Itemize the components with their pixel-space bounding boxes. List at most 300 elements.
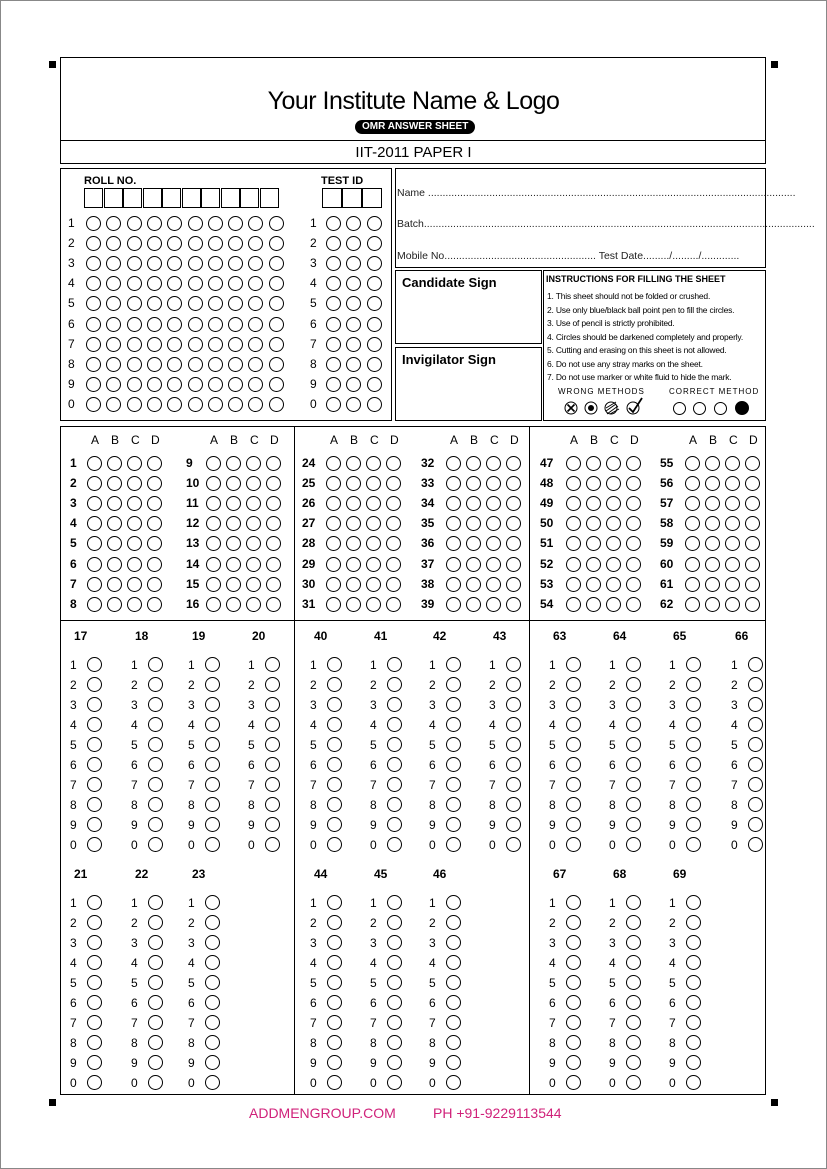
integer-bubble[interactable] xyxy=(506,737,521,752)
roll-bubble[interactable] xyxy=(167,377,182,392)
integer-bubble[interactable] xyxy=(566,697,581,712)
integer-bubble[interactable] xyxy=(327,1035,342,1050)
integer-bubble[interactable] xyxy=(686,1055,701,1070)
integer-bubble[interactable] xyxy=(626,777,641,792)
integer-bubble[interactable] xyxy=(446,677,461,692)
integer-bubble[interactable] xyxy=(626,895,641,910)
integer-bubble[interactable] xyxy=(265,837,280,852)
roll-bubble[interactable] xyxy=(188,296,203,311)
test-id-bubble[interactable] xyxy=(326,337,341,352)
roll-bubble[interactable] xyxy=(167,337,182,352)
roll-bubble[interactable] xyxy=(269,276,284,291)
answer-bubble[interactable] xyxy=(566,577,581,592)
integer-bubble[interactable] xyxy=(87,717,102,732)
roll-bubble[interactable] xyxy=(269,377,284,392)
integer-bubble[interactable] xyxy=(205,757,220,772)
integer-bubble[interactable] xyxy=(205,837,220,852)
integer-bubble[interactable] xyxy=(205,995,220,1010)
answer-bubble[interactable] xyxy=(386,476,401,491)
answer-bubble[interactable] xyxy=(246,557,261,572)
answer-bubble[interactable] xyxy=(266,597,281,612)
roll-write-cell[interactable] xyxy=(240,188,259,208)
roll-bubble[interactable] xyxy=(106,357,121,372)
roll-bubble[interactable] xyxy=(147,256,162,271)
roll-bubble[interactable] xyxy=(248,357,263,372)
test-id-bubble[interactable] xyxy=(367,236,382,251)
test-id-bubble[interactable] xyxy=(326,357,341,372)
test-id-bubble[interactable] xyxy=(326,377,341,392)
integer-bubble[interactable] xyxy=(387,995,402,1010)
integer-bubble[interactable] xyxy=(626,737,641,752)
integer-bubble[interactable] xyxy=(265,657,280,672)
integer-bubble[interactable] xyxy=(327,697,342,712)
answer-bubble[interactable] xyxy=(725,597,740,612)
answer-bubble[interactable] xyxy=(87,557,102,572)
integer-bubble[interactable] xyxy=(327,677,342,692)
integer-bubble[interactable] xyxy=(626,797,641,812)
integer-bubble[interactable] xyxy=(265,817,280,832)
integer-bubble[interactable] xyxy=(626,757,641,772)
answer-bubble[interactable] xyxy=(266,577,281,592)
integer-bubble[interactable] xyxy=(626,717,641,732)
test-id-bubble[interactable] xyxy=(367,216,382,231)
roll-bubble[interactable] xyxy=(269,296,284,311)
answer-bubble[interactable] xyxy=(87,476,102,491)
integer-bubble[interactable] xyxy=(205,797,220,812)
integer-bubble[interactable] xyxy=(686,697,701,712)
roll-bubble[interactable] xyxy=(167,397,182,412)
answer-bubble[interactable] xyxy=(326,577,341,592)
integer-bubble[interactable] xyxy=(87,677,102,692)
roll-bubble[interactable] xyxy=(188,276,203,291)
integer-bubble[interactable] xyxy=(566,895,581,910)
roll-bubble[interactable] xyxy=(188,256,203,271)
answer-bubble[interactable] xyxy=(366,456,381,471)
answer-bubble[interactable] xyxy=(386,557,401,572)
answer-bubble[interactable] xyxy=(586,476,601,491)
answer-bubble[interactable] xyxy=(606,456,621,471)
roll-bubble[interactable] xyxy=(167,317,182,332)
roll-bubble[interactable] xyxy=(127,337,142,352)
integer-bubble[interactable] xyxy=(327,837,342,852)
roll-bubble[interactable] xyxy=(86,397,101,412)
roll-bubble[interactable] xyxy=(127,236,142,251)
answer-bubble[interactable] xyxy=(466,476,481,491)
integer-bubble[interactable] xyxy=(566,1075,581,1090)
answer-bubble[interactable] xyxy=(326,476,341,491)
answer-bubble[interactable] xyxy=(346,557,361,572)
answer-bubble[interactable] xyxy=(107,597,122,612)
answer-bubble[interactable] xyxy=(386,456,401,471)
integer-bubble[interactable] xyxy=(446,777,461,792)
test-id-bubble[interactable] xyxy=(367,256,382,271)
integer-bubble[interactable] xyxy=(205,1035,220,1050)
integer-bubble[interactable] xyxy=(748,657,763,672)
integer-bubble[interactable] xyxy=(626,955,641,970)
answer-bubble[interactable] xyxy=(725,557,740,572)
integer-bubble[interactable] xyxy=(387,817,402,832)
integer-bubble[interactable] xyxy=(748,757,763,772)
answer-bubble[interactable] xyxy=(147,577,162,592)
integer-bubble[interactable] xyxy=(205,777,220,792)
integer-bubble[interactable] xyxy=(327,817,342,832)
integer-bubble[interactable] xyxy=(205,1055,220,1070)
answer-bubble[interactable] xyxy=(266,557,281,572)
roll-bubble[interactable] xyxy=(127,276,142,291)
roll-bubble[interactable] xyxy=(86,377,101,392)
integer-bubble[interactable] xyxy=(148,895,163,910)
test-id-bubble[interactable] xyxy=(367,317,382,332)
integer-bubble[interactable] xyxy=(506,697,521,712)
integer-bubble[interactable] xyxy=(387,777,402,792)
integer-bubble[interactable] xyxy=(566,837,581,852)
integer-bubble[interactable] xyxy=(446,935,461,950)
answer-bubble[interactable] xyxy=(386,577,401,592)
integer-bubble[interactable] xyxy=(87,697,102,712)
roll-bubble[interactable] xyxy=(86,357,101,372)
answer-bubble[interactable] xyxy=(226,476,241,491)
answer-bubble[interactable] xyxy=(147,597,162,612)
integer-bubble[interactable] xyxy=(265,757,280,772)
answer-bubble[interactable] xyxy=(147,557,162,572)
integer-bubble[interactable] xyxy=(446,1075,461,1090)
answer-bubble[interactable] xyxy=(586,557,601,572)
integer-bubble[interactable] xyxy=(446,717,461,732)
answer-bubble[interactable] xyxy=(366,476,381,491)
roll-bubble[interactable] xyxy=(208,337,223,352)
test-id-bubble[interactable] xyxy=(367,337,382,352)
roll-bubble[interactable] xyxy=(167,357,182,372)
integer-bubble[interactable] xyxy=(686,817,701,832)
integer-bubble[interactable] xyxy=(566,935,581,950)
integer-bubble[interactable] xyxy=(446,1035,461,1050)
integer-bubble[interactable] xyxy=(686,797,701,812)
integer-bubble[interactable] xyxy=(148,657,163,672)
integer-bubble[interactable] xyxy=(446,975,461,990)
integer-bubble[interactable] xyxy=(327,757,342,772)
answer-bubble[interactable] xyxy=(566,557,581,572)
answer-bubble[interactable] xyxy=(745,597,760,612)
answer-bubble[interactable] xyxy=(466,597,481,612)
answer-bubble[interactable] xyxy=(725,456,740,471)
batch-field[interactable]: Batch...................................................................................................................................... xyxy=(397,218,815,230)
answer-bubble[interactable] xyxy=(506,597,521,612)
answer-bubble[interactable] xyxy=(266,476,281,491)
integer-bubble[interactable] xyxy=(265,737,280,752)
integer-bubble[interactable] xyxy=(566,757,581,772)
roll-bubble[interactable] xyxy=(269,256,284,271)
roll-write-cell[interactable] xyxy=(123,188,142,208)
roll-bubble[interactable] xyxy=(208,317,223,332)
test-id-bubble[interactable] xyxy=(367,377,382,392)
integer-bubble[interactable] xyxy=(566,717,581,732)
integer-bubble[interactable] xyxy=(566,915,581,930)
answer-bubble[interactable] xyxy=(626,577,641,592)
integer-bubble[interactable] xyxy=(446,797,461,812)
integer-bubble[interactable] xyxy=(626,1075,641,1090)
integer-bubble[interactable] xyxy=(87,915,102,930)
integer-bubble[interactable] xyxy=(387,1055,402,1070)
answer-bubble[interactable] xyxy=(486,476,501,491)
answer-bubble[interactable] xyxy=(606,476,621,491)
answer-bubble[interactable] xyxy=(586,577,601,592)
integer-bubble[interactable] xyxy=(327,797,342,812)
integer-bubble[interactable] xyxy=(327,1075,342,1090)
integer-bubble[interactable] xyxy=(148,955,163,970)
integer-bubble[interactable] xyxy=(148,935,163,950)
integer-bubble[interactable] xyxy=(686,995,701,1010)
integer-bubble[interactable] xyxy=(387,1075,402,1090)
roll-bubble[interactable] xyxy=(106,317,121,332)
integer-bubble[interactable] xyxy=(566,1035,581,1050)
integer-bubble[interactable] xyxy=(686,837,701,852)
roll-bubble[interactable] xyxy=(248,317,263,332)
roll-bubble[interactable] xyxy=(188,216,203,231)
integer-bubble[interactable] xyxy=(566,995,581,1010)
integer-bubble[interactable] xyxy=(205,737,220,752)
answer-bubble[interactable] xyxy=(87,577,102,592)
integer-bubble[interactable] xyxy=(87,935,102,950)
answer-bubble[interactable] xyxy=(127,557,142,572)
integer-bubble[interactable] xyxy=(686,915,701,930)
roll-bubble[interactable] xyxy=(106,337,121,352)
integer-bubble[interactable] xyxy=(446,737,461,752)
roll-bubble[interactable] xyxy=(228,357,243,372)
answer-bubble[interactable] xyxy=(486,456,501,471)
integer-bubble[interactable] xyxy=(506,757,521,772)
integer-bubble[interactable] xyxy=(626,915,641,930)
answer-bubble[interactable] xyxy=(745,577,760,592)
answer-bubble[interactable] xyxy=(685,456,700,471)
integer-bubble[interactable] xyxy=(87,1075,102,1090)
roll-bubble[interactable] xyxy=(208,357,223,372)
answer-bubble[interactable] xyxy=(346,456,361,471)
test-id-bubble[interactable] xyxy=(346,377,361,392)
roll-bubble[interactable] xyxy=(188,397,203,412)
integer-bubble[interactable] xyxy=(626,975,641,990)
integer-bubble[interactable] xyxy=(387,737,402,752)
answer-bubble[interactable] xyxy=(725,476,740,491)
answer-bubble[interactable] xyxy=(486,597,501,612)
answer-bubble[interactable] xyxy=(705,557,720,572)
integer-bubble[interactable] xyxy=(148,1055,163,1070)
integer-bubble[interactable] xyxy=(387,915,402,930)
answer-bubble[interactable] xyxy=(466,577,481,592)
integer-bubble[interactable] xyxy=(87,1035,102,1050)
roll-bubble[interactable] xyxy=(86,317,101,332)
integer-bubble[interactable] xyxy=(748,837,763,852)
integer-bubble[interactable] xyxy=(446,757,461,772)
integer-bubble[interactable] xyxy=(686,895,701,910)
answer-bubble[interactable] xyxy=(446,476,461,491)
integer-bubble[interactable] xyxy=(686,975,701,990)
integer-bubble[interactable] xyxy=(387,895,402,910)
answer-bubble[interactable] xyxy=(506,456,521,471)
integer-bubble[interactable] xyxy=(87,1015,102,1030)
roll-bubble[interactable] xyxy=(208,397,223,412)
integer-bubble[interactable] xyxy=(566,737,581,752)
integer-bubble[interactable] xyxy=(205,1015,220,1030)
answer-bubble[interactable] xyxy=(705,456,720,471)
integer-bubble[interactable] xyxy=(87,895,102,910)
answer-bubble[interactable] xyxy=(685,577,700,592)
roll-bubble[interactable] xyxy=(147,317,162,332)
integer-bubble[interactable] xyxy=(387,955,402,970)
roll-bubble[interactable] xyxy=(127,317,142,332)
answer-bubble[interactable] xyxy=(246,577,261,592)
answer-bubble[interactable] xyxy=(206,456,221,471)
integer-bubble[interactable] xyxy=(148,757,163,772)
integer-bubble[interactable] xyxy=(748,677,763,692)
answer-bubble[interactable] xyxy=(705,597,720,612)
integer-bubble[interactable] xyxy=(446,995,461,1010)
integer-bubble[interactable] xyxy=(686,955,701,970)
test-id-bubble[interactable] xyxy=(367,397,382,412)
answer-bubble[interactable] xyxy=(745,557,760,572)
integer-bubble[interactable] xyxy=(327,1015,342,1030)
answer-bubble[interactable] xyxy=(127,577,142,592)
integer-bubble[interactable] xyxy=(387,975,402,990)
integer-bubble[interactable] xyxy=(205,697,220,712)
integer-bubble[interactable] xyxy=(148,777,163,792)
test-id-bubble[interactable] xyxy=(346,357,361,372)
integer-bubble[interactable] xyxy=(626,935,641,950)
answer-bubble[interactable] xyxy=(626,557,641,572)
integer-bubble[interactable] xyxy=(566,817,581,832)
roll-bubble[interactable] xyxy=(86,236,101,251)
answer-bubble[interactable] xyxy=(446,557,461,572)
integer-bubble[interactable] xyxy=(626,677,641,692)
answer-bubble[interactable] xyxy=(506,577,521,592)
integer-bubble[interactable] xyxy=(148,797,163,812)
roll-bubble[interactable] xyxy=(248,337,263,352)
integer-bubble[interactable] xyxy=(387,657,402,672)
answer-bubble[interactable] xyxy=(446,597,461,612)
integer-bubble[interactable] xyxy=(327,737,342,752)
answer-bubble[interactable] xyxy=(566,476,581,491)
answer-bubble[interactable] xyxy=(566,597,581,612)
roll-bubble[interactable] xyxy=(228,317,243,332)
roll-bubble[interactable] xyxy=(228,216,243,231)
answer-bubble[interactable] xyxy=(147,456,162,471)
answer-bubble[interactable] xyxy=(366,597,381,612)
integer-bubble[interactable] xyxy=(566,657,581,672)
integer-bubble[interactable] xyxy=(327,955,342,970)
integer-bubble[interactable] xyxy=(748,717,763,732)
roll-bubble[interactable] xyxy=(228,377,243,392)
test-id-bubble[interactable] xyxy=(326,236,341,251)
answer-bubble[interactable] xyxy=(226,557,241,572)
integer-bubble[interactable] xyxy=(626,1055,641,1070)
integer-bubble[interactable] xyxy=(387,837,402,852)
test-id-bubble[interactable] xyxy=(367,276,382,291)
integer-bubble[interactable] xyxy=(506,717,521,732)
test-id-bubble[interactable] xyxy=(346,317,361,332)
integer-bubble[interactable] xyxy=(87,777,102,792)
answer-bubble[interactable] xyxy=(266,456,281,471)
test-id-bubble[interactable] xyxy=(367,357,382,372)
roll-bubble[interactable] xyxy=(208,216,223,231)
answer-bubble[interactable] xyxy=(685,476,700,491)
roll-bubble[interactable] xyxy=(188,337,203,352)
answer-bubble[interactable] xyxy=(626,476,641,491)
mobile-field[interactable]: Mobile No.................................................... Test Date........./........./............. xyxy=(397,250,740,262)
integer-bubble[interactable] xyxy=(387,935,402,950)
answer-bubble[interactable] xyxy=(206,597,221,612)
roll-bubble[interactable] xyxy=(127,397,142,412)
integer-bubble[interactable] xyxy=(148,737,163,752)
answer-bubble[interactable] xyxy=(606,577,621,592)
answer-bubble[interactable] xyxy=(107,577,122,592)
integer-bubble[interactable] xyxy=(686,1015,701,1030)
integer-bubble[interactable] xyxy=(87,975,102,990)
integer-bubble[interactable] xyxy=(686,757,701,772)
integer-bubble[interactable] xyxy=(387,797,402,812)
integer-bubble[interactable] xyxy=(87,657,102,672)
integer-bubble[interactable] xyxy=(265,717,280,732)
integer-bubble[interactable] xyxy=(87,955,102,970)
answer-bubble[interactable] xyxy=(107,557,122,572)
answer-bubble[interactable] xyxy=(107,476,122,491)
test-id-bubble[interactable] xyxy=(326,397,341,412)
roll-bubble[interactable] xyxy=(208,276,223,291)
answer-bubble[interactable] xyxy=(685,597,700,612)
name-field[interactable]: Name .............................................................................................................................. xyxy=(397,187,796,199)
integer-bubble[interactable] xyxy=(566,955,581,970)
roll-write-cell[interactable] xyxy=(104,188,123,208)
integer-bubble[interactable] xyxy=(87,817,102,832)
integer-bubble[interactable] xyxy=(87,737,102,752)
answer-bubble[interactable] xyxy=(346,597,361,612)
roll-bubble[interactable] xyxy=(127,357,142,372)
answer-bubble[interactable] xyxy=(446,577,461,592)
test-id-write-cell[interactable] xyxy=(342,188,362,208)
roll-bubble[interactable] xyxy=(86,216,101,231)
integer-bubble[interactable] xyxy=(327,1055,342,1070)
integer-bubble[interactable] xyxy=(148,995,163,1010)
answer-bubble[interactable] xyxy=(206,476,221,491)
integer-bubble[interactable] xyxy=(626,697,641,712)
integer-bubble[interactable] xyxy=(506,677,521,692)
answer-bubble[interactable] xyxy=(626,597,641,612)
answer-bubble[interactable] xyxy=(446,456,461,471)
answer-bubble[interactable] xyxy=(107,456,122,471)
answer-bubble[interactable] xyxy=(326,597,341,612)
roll-bubble[interactable] xyxy=(269,317,284,332)
integer-bubble[interactable] xyxy=(446,1055,461,1070)
integer-bubble[interactable] xyxy=(626,995,641,1010)
answer-bubble[interactable] xyxy=(366,557,381,572)
answer-bubble[interactable] xyxy=(386,597,401,612)
roll-write-cell[interactable] xyxy=(84,188,103,208)
answer-bubble[interactable] xyxy=(486,577,501,592)
answer-bubble[interactable] xyxy=(226,456,241,471)
roll-write-cell[interactable] xyxy=(201,188,220,208)
integer-bubble[interactable] xyxy=(566,1015,581,1030)
integer-bubble[interactable] xyxy=(686,777,701,792)
integer-bubble[interactable] xyxy=(626,1015,641,1030)
answer-bubble[interactable] xyxy=(606,597,621,612)
integer-bubble[interactable] xyxy=(506,797,521,812)
integer-bubble[interactable] xyxy=(327,975,342,990)
answer-bubble[interactable] xyxy=(246,597,261,612)
integer-bubble[interactable] xyxy=(446,895,461,910)
integer-bubble[interactable] xyxy=(265,697,280,712)
answer-bubble[interactable] xyxy=(346,476,361,491)
integer-bubble[interactable] xyxy=(446,915,461,930)
integer-bubble[interactable] xyxy=(686,1035,701,1050)
answer-bubble[interactable] xyxy=(226,577,241,592)
